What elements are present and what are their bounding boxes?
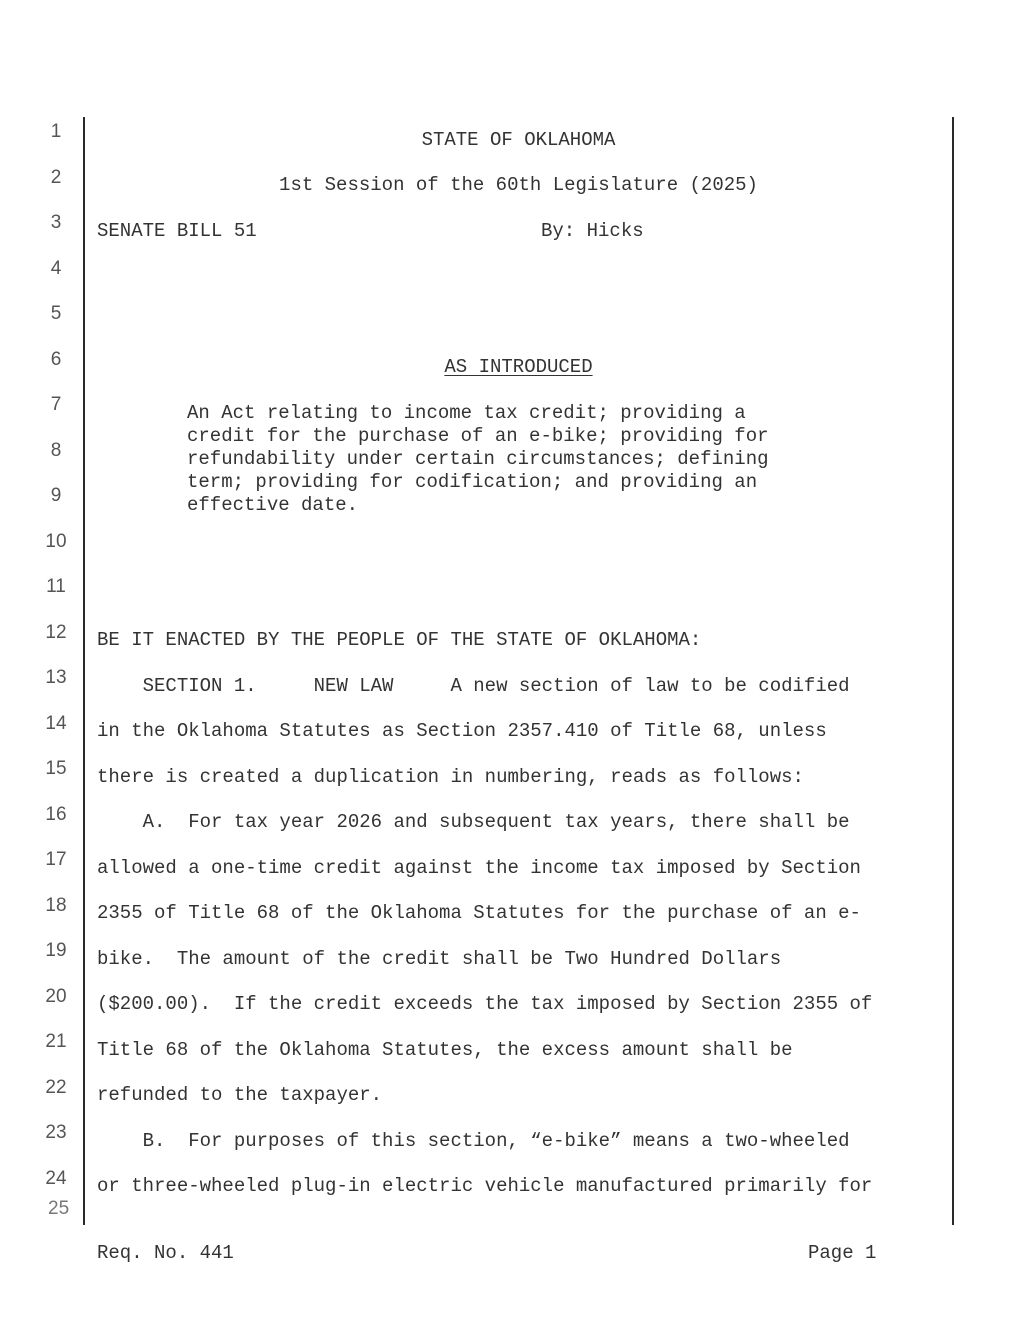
summary-line: effective date.: [187, 494, 359, 516]
body-line: Title 68 of the Oklahoma Statutes, the excess amount shall be: [97, 1039, 793, 1061]
line-number: 19: [45, 940, 67, 961]
line-number: 6: [50, 349, 62, 370]
body-line: allowed a one-time credit against the income tax imposed by Section: [97, 857, 861, 879]
body-line: B. For purposes of this section, “e-bike” means a two-wheeled: [97, 1130, 850, 1152]
line-number: 22: [45, 1077, 67, 1098]
line-number: 12: [45, 622, 67, 643]
status-heading: AS INTRODUCED: [444, 356, 593, 378]
summary-line: credit for the purchase of an e-bike; providing for: [187, 425, 769, 447]
bill-author: By: Hicks: [541, 220, 644, 242]
request-number: Req. No. 441: [97, 1242, 234, 1264]
summary-line: refundability under certain circumstances; defining: [187, 448, 769, 470]
line-number: 21: [45, 1031, 67, 1052]
session-heading: 1st Session of the 60th Legislature (2025): [279, 174, 758, 196]
state-heading: STATE OF OKLAHOMA: [421, 129, 616, 151]
page-number: Page 1: [808, 1242, 877, 1264]
line-number: 14: [45, 713, 67, 734]
line-number: 9: [50, 485, 62, 506]
line-number: 11: [46, 576, 66, 597]
body-line: 2355 of Title 68 of the Oklahoma Statutes for the purchase of an e-: [97, 902, 861, 924]
line-number: 16: [45, 804, 67, 825]
line-number: 24: [45, 1168, 67, 1189]
line-number: 5: [50, 303, 62, 324]
body-line: or three-wheeled plug-in electric vehicle manufactured primarily for: [97, 1175, 873, 1197]
line-number: 15: [45, 758, 67, 779]
body-line: bike. The amount of the credit shall be Two Hundred Dollars: [97, 948, 782, 970]
line-number: 1: [50, 121, 62, 142]
line-number: 13: [45, 667, 67, 688]
line-number: 2: [50, 167, 62, 188]
line-number: 10: [45, 531, 67, 552]
summary-line: An Act relating to income tax credit; providing a: [187, 402, 746, 424]
left-margin-rule: [83, 117, 85, 1225]
line-number: 3: [50, 212, 62, 233]
enacting-clause: BE IT ENACTED BY THE PEOPLE OF THE STATE OF OKLAHOMA:: [97, 629, 702, 651]
line-number: 18: [45, 895, 67, 916]
body-line: in the Oklahoma Statutes as Section 2357.410 of Title 68, unless: [97, 720, 827, 742]
line-number: 7: [50, 394, 62, 415]
summary-line: term; providing for codification; and providing an: [187, 471, 758, 493]
bill-number: SENATE BILL 51: [97, 220, 257, 242]
line-number-cut: 25: [48, 1198, 70, 1219]
body-line: ($200.00). If the credit exceeds the tax imposed by Section 2355 of: [97, 993, 873, 1015]
line-number: 20: [45, 986, 67, 1007]
line-number: 8: [50, 440, 62, 461]
line-number: 17: [45, 849, 67, 870]
body-line: A. For tax year 2026 and subsequent tax years, there shall be: [97, 811, 850, 833]
act-summary: [187, 402, 827, 517]
right-margin-rule: [952, 117, 954, 1225]
body-line: SECTION 1. NEW LAW A new section of law to be codified: [97, 675, 850, 697]
body-line: there is created a duplication in numbering, reads as follows:: [97, 766, 804, 788]
body-line: refunded to the taxpayer.: [97, 1084, 383, 1106]
line-number: 4: [50, 258, 62, 279]
line-number: 23: [45, 1122, 67, 1143]
